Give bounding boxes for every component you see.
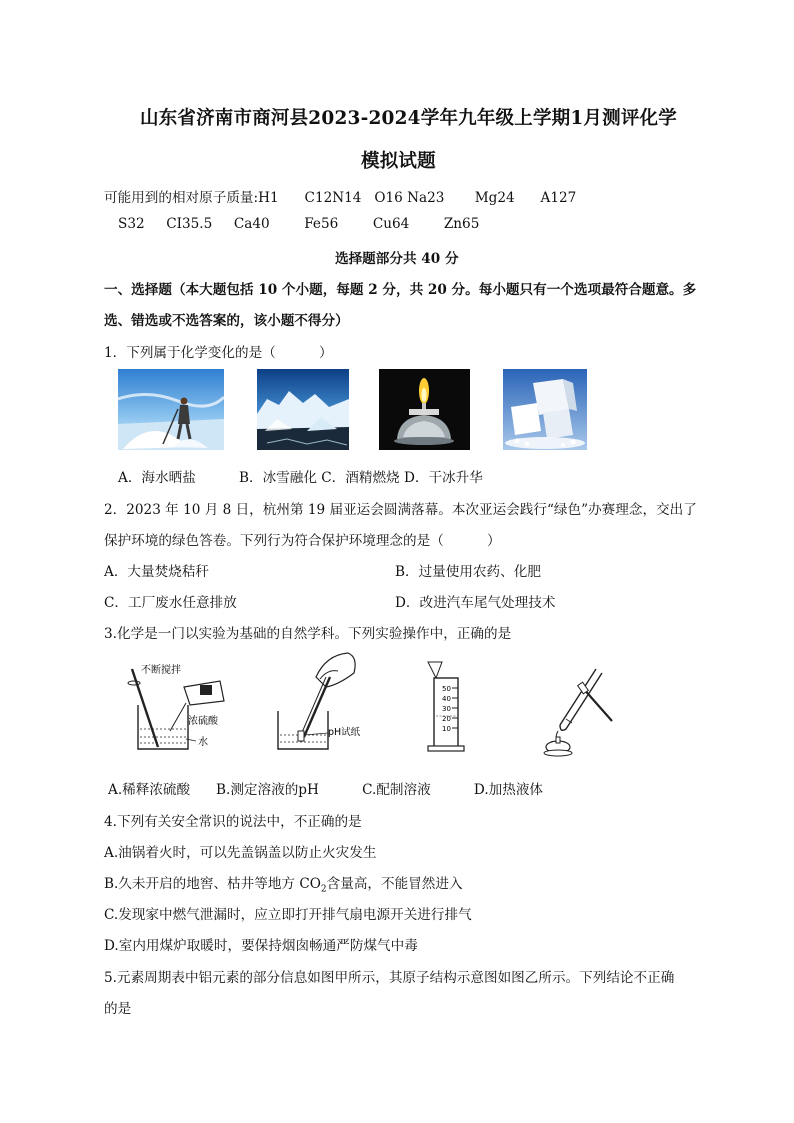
dry-ice-image xyxy=(503,369,587,450)
melting-ice-image xyxy=(257,369,349,450)
stir-label: 不断搅拌 xyxy=(141,665,181,676)
q1-stem: 1．下列属于化学变化的是（ ） xyxy=(104,345,333,361)
q2-option-a: A．大量焚烧秸秆 xyxy=(104,564,209,580)
measuring-cylinder-diagram xyxy=(420,658,470,758)
water-label: 水 xyxy=(198,737,208,748)
q4-option-a: A.油锅着火时，可以先盖锅盖以防止火灾发生 xyxy=(104,845,377,861)
q2-option-b: B．过量使用农药、化肥 xyxy=(395,564,541,580)
sea-salt-drying-image xyxy=(118,369,224,450)
cylinder-tick-30: 30 xyxy=(442,705,451,713)
cylinder-tick-10: 10 xyxy=(442,725,451,733)
q4-option-d: D.室内用煤炉取暖时，要保持烟囱畅通严防煤气中毒 xyxy=(104,938,418,954)
part-title-continued: 选、错选或不选答案的，该小题不得分） xyxy=(104,313,349,329)
section-heading: 选择题部分共 40 分 xyxy=(335,251,459,267)
ph-paper-label: pH试纸 xyxy=(328,727,361,738)
cylinder-tick-40: 40 xyxy=(442,695,451,703)
q2-stem-line2: 保护环境的绿色答卷。下列行为符合保护环境理念的是（ ） xyxy=(104,533,501,549)
ph-test-diagram xyxy=(268,647,368,757)
q4-option-c: C.发现家中燃气泄漏时，应立即打开排气扇电源开关进行排气 xyxy=(104,907,472,923)
q2-option-c: C．工厂废水任意排放 xyxy=(104,595,237,611)
q4-option-b-sub: 2 xyxy=(320,884,327,895)
q5-stem-line1: 5.元素周期表中铝元素的部分信息如图甲所示，其原子结构示意图如图乙所示。下列结论不正确 xyxy=(104,970,675,986)
acid-label: 浓硫酸 xyxy=(188,716,218,727)
q5-stem-line2: 的是 xyxy=(104,1001,132,1017)
q2-stem-line1: 2．2023 年 10 月 8 日，杭州第 19 届亚运会圆满落幕。本次亚运会践行“绿色”办赛理念，交出了 xyxy=(104,502,697,518)
atomic-masses-line2: S32 CI35.5 Ca40 Fe56 Cu64 Zn65 xyxy=(118,216,480,232)
cylinder-tick-50: 50 xyxy=(442,685,451,693)
page-title: 山东省济南市商河县2023-2024学年九年级上学期1月测评化学 xyxy=(140,108,677,129)
q4-option-b xyxy=(104,872,463,895)
cylinder-tick-20: 20 xyxy=(442,715,451,723)
q4-stem: 4.下列有关安全常识的说法中，不正确的是 xyxy=(104,814,362,830)
page-subtitle: 模拟试题 xyxy=(361,151,436,172)
dilute-acid-diagram xyxy=(120,657,240,757)
q2-option-d: D．改进汽车尾气处理技术 xyxy=(395,595,556,611)
part-title: 一、选择题（本大题包括 10 个小题，每题 2 分，共 20 分。每小题只有一个选项最符合题意。多 xyxy=(104,282,697,298)
q3-options: A.稀释浓硫酸 B.测定溶液的pH C.配制溶液 D.加热液体 xyxy=(108,782,544,798)
q4-option-b-post: 含量高，不能冒然进入 xyxy=(326,876,463,892)
atomic-masses-line1: 可能用到的相对原子质量:H1 C12N14 O16 Na23 Mg24 A127 xyxy=(104,190,577,206)
alcohol-lamp-image xyxy=(379,369,470,450)
q1-options: A．海水晒盐 B．冰雪融化 C．酒精燃烧 D．干冰升华 xyxy=(118,470,483,486)
q3-stem: 3.化学是一门以实验为基础的自然学科。下列实验操作中，正确的是 xyxy=(104,626,512,642)
heating-liquid-diagram xyxy=(530,663,615,758)
q4-option-b-pre: B.久未开启的地窖、枯井等地方 CO xyxy=(104,876,321,892)
